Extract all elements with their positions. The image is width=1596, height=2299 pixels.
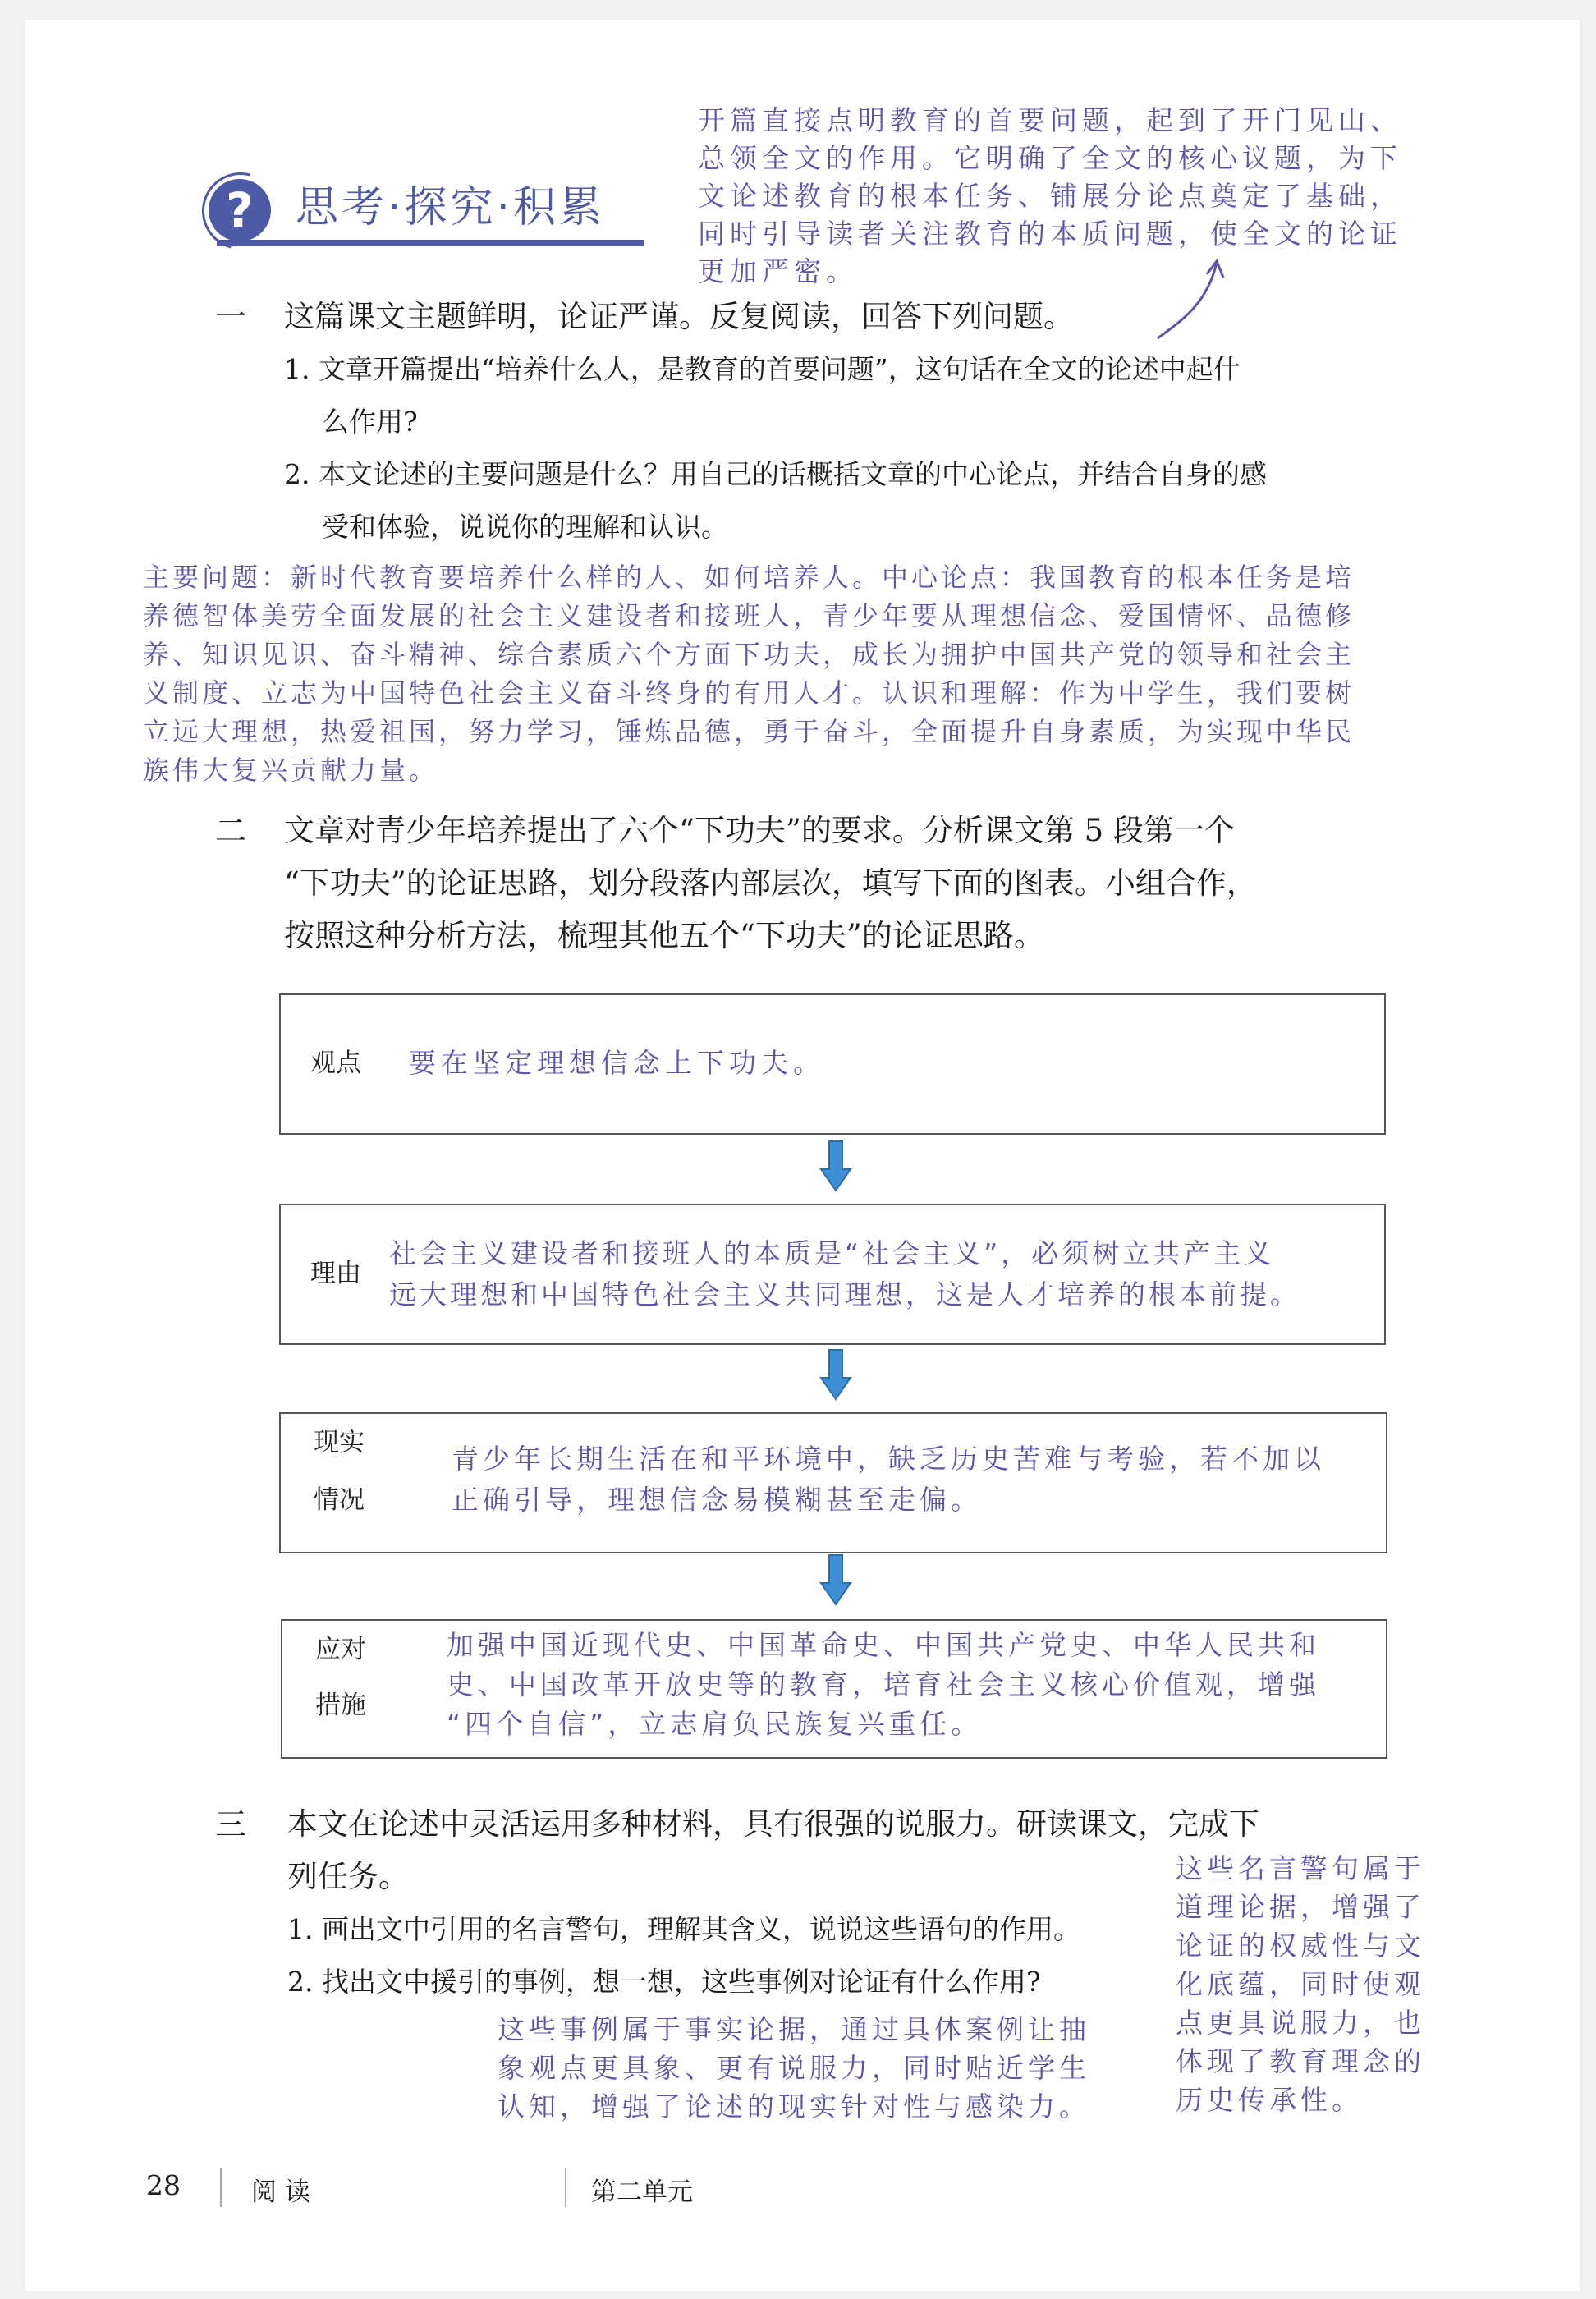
section-2-line-1: 文章对青少年培养提出了六个“下功夫”的要求。分析课文第 5 段第一个 [284,813,1235,848]
flow-box-viewpoint [279,993,1386,1135]
flow-box-answer: 加强中国近现代史、中国革命史、中国共产党史、中华人民共和 史、中国改革开放史等的教育，培育社会主义核心价值观，增强 “四个自信”，立志肩负民族复兴重任。 [447,1629,1320,1740]
flow-box-label: 情况 [314,1485,365,1515]
section-1-question-1: 1. 文章开篇提出“培养什么人，是教育的首要问题”，这句话在全文的论述中起什 [284,353,1241,385]
question-mark-icon: ? [209,179,271,241]
section-3-line-1: 本文在论述中灵活运用多种材料，具有很强的说服力。研读课文，完成下 [287,1806,1259,1842]
flow-box-label: 措施 [315,1691,366,1720]
section-banner-title: 思考·探究·积累 [296,183,606,232]
banner-underline [217,240,644,246]
section-1-question-1-cont: 么作用? [322,406,418,438]
page-number: 28 [146,2169,181,2201]
footer-divider [565,2168,566,2207]
flow-arrow-down-icon [819,1140,852,1192]
section-1-question-2-cont: 受和体验，说说你的理解和认识。 [322,511,728,543]
footer-unit-label: 第二单元 [591,2177,693,2207]
section-3-line-2: 列任务。 [287,1859,409,1894]
section-2-line-3: 按照这种分析方法，梳理其他五个“下功夫”的论证思路。 [284,918,1044,953]
section-3-question-1: 1. 画出文中引用的名言警句，理解其含义，说说这些语句的作用。 [287,1913,1080,1945]
handwritten-answer-1: 主要问题：新时代教育要培养什么样的人、如何培养人。中心论点：我国教育的根本任务是培 养德智体美劳全面发展的社会主义建设者和接班人，青少年要从理想信念、爱国情怀、品德修 养、知识见识、奋斗精神、综合素质六个方面下功夫，成长为拥护中国共产党的领导和社会主 义制度、立志为中国特色社会主义奋斗终身的有用人才。认识和理解：作为中学生，我们要树 立远大理想，热爱祖国，努力学习，锤炼品德，勇于奋斗，全面提升自身素质，为实现中华民 族伟大复兴贡献力量。 [143,562,1355,786]
section-2-line-2: “下功夫”的论证思路，划分段落内部层次，填写下面的图表。小组合作， [284,865,1257,901]
handwritten-note-right: 这些名言警句属于 道理论据，增强了 论证的权威性与文 化底蕴，同时使观 点更具说服力，也 体现了教育理念的 历史传承性。 [1176,1852,1425,2116]
flow-box-measures [281,1619,1387,1759]
section-1-question-2: 2. 本文论述的主要问题是什么？用自己的话概括文章的中心论点，并结合自身的感 [284,458,1267,490]
flow-box-answer: 社会主义建设者和接班人的本质是“社会主义”，必须树立共产主义 远大理想和中国特色社会主义共同理想，这是人才培养的根本前提。 [389,1237,1300,1310]
section-3-question-2: 2. 找出文中援引的事例，想一想，这些事例对论证有什么作用? [287,1966,1041,1998]
flow-box-answer: 要在坚定理想信念上下功夫。 [409,1047,825,1079]
annotation-arrow [1149,255,1240,345]
section-3-number: 三 [215,1806,247,1842]
section-1-number: 一 [215,299,247,335]
flow-box-label: 理由 [310,1259,361,1288]
flow-arrow-down-icon [819,1348,852,1401]
section-1-heading: 这篇课文主题鲜明，论证严谨。反复阅读，回答下列问题。 [284,299,1074,334]
footer-divider [220,2168,222,2207]
flow-box-label: 观点 [310,1049,361,1078]
flow-box-reason [279,1204,1386,1345]
flow-arrow-down-icon [819,1553,852,1606]
handwritten-note-top: 开篇直接点明教育的首要问题，起到了开门见山、 总领全文的作用。它明确了全文的核心议题，为下 文论述教育的根本任务、铺展分论点奠定了基础， 同时引导读者关注教育的本质问题，使全文的论证 更加严密。 [698,104,1402,287]
handwritten-note-bottom: 这些事例属于事实论据，通过具体案例让抽 象观点更具象、更有说服力，同时贴近学生 认知，增强了论述的现实针对性与感染力。 [498,2013,1090,2122]
flow-box-answer: 青少年长期生活在和平环境中，缺乏历史苦难与考验，若不加以 正确引导，理想信念易模糊甚至走偏。 [452,1443,1325,1516]
section-2-number: 二 [215,813,247,849]
footer-section-label: 阅 读 [251,2177,310,2207]
flow-box-situation [279,1412,1387,1553]
flow-box-label: 应对 [315,1635,366,1664]
flow-box-label: 现实 [314,1428,365,1457]
